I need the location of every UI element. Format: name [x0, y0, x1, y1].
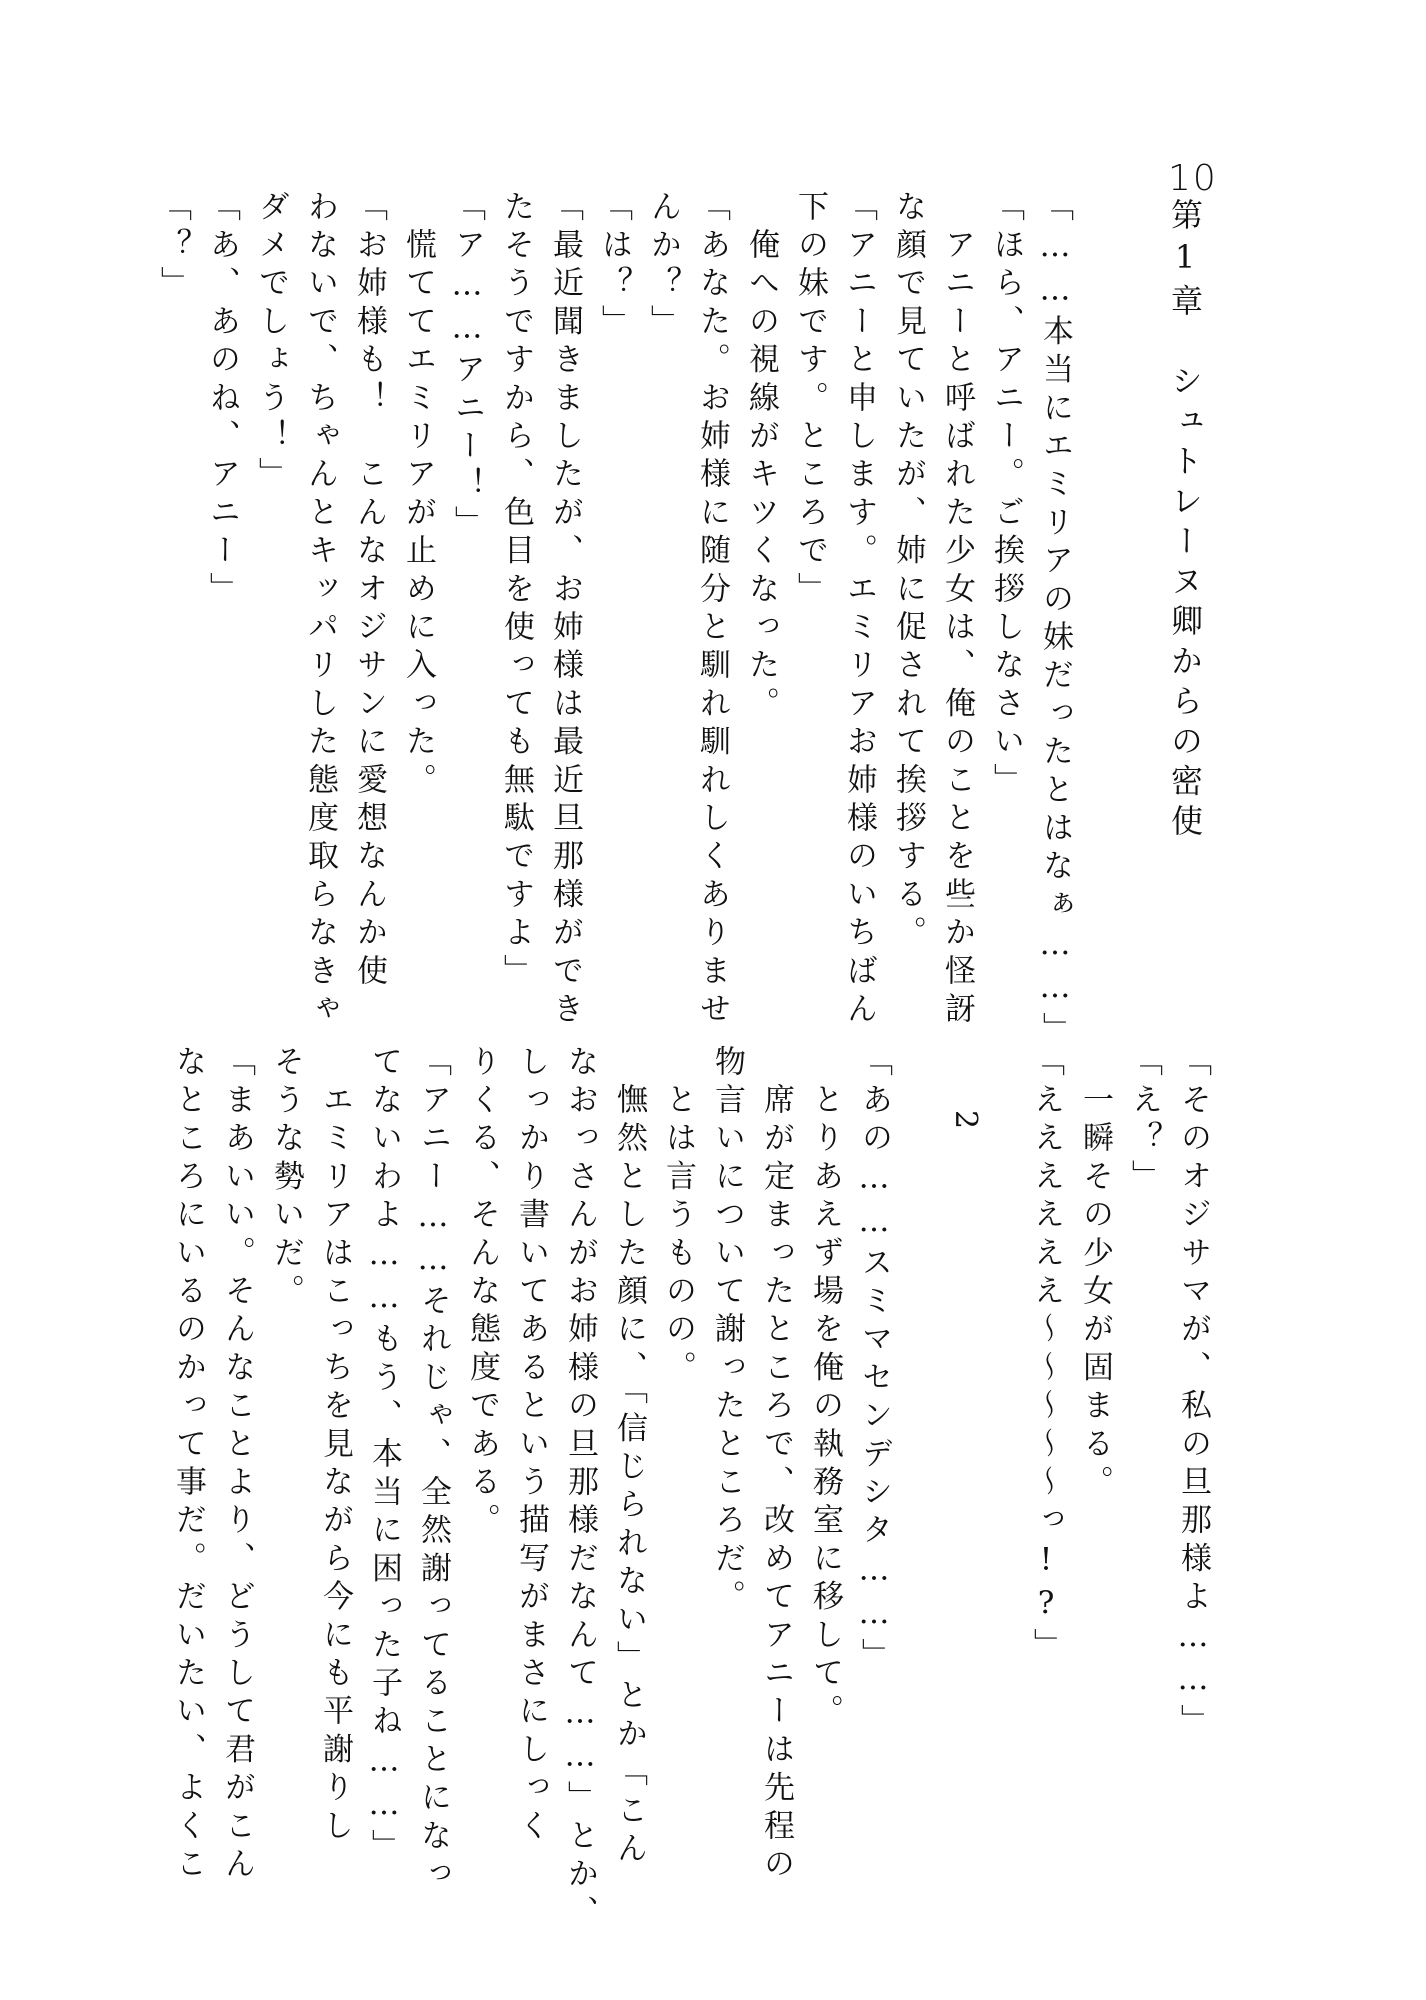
chapter-heading: 第1章 シュトレーヌ卿からの密使 [1166, 198, 1204, 844]
text-column: ダメでしょう！」 [253, 190, 289, 496]
text-column: エミリアはこっちを見ながら今にも平謝りし [317, 1045, 353, 1848]
text-column: とは言うものの。 [660, 1045, 696, 1389]
page-number: 10 [1168, 158, 1218, 199]
text-column: 「あ、あのね、アニー」 [204, 190, 240, 611]
text-column: 「？」 [155, 190, 191, 305]
text-column: な顔で見ていたが、姉に促されて挨拶する。 [890, 190, 926, 954]
text-column: 「ほら、アニー。ご挨拶しなさい」 [988, 190, 1024, 802]
top-text-block [0, 190, 1426, 1051]
text-column: たそうですから、色目を使っても無駄ですよ」 [498, 190, 534, 993]
text-column: 物言いについて謝ったところだ。 [709, 1045, 745, 1618]
text-column: 「お姉様も！ こんなオジサンに愛想なんか使 [351, 190, 387, 993]
text-column: なおっさんがお姉様の旦那様だなんて……」とか、 [562, 1045, 598, 1934]
text-column: アニーと呼ばれた少女は、俺のことを些か怪訝 [939, 190, 975, 1031]
bottom-text-block [0, 1045, 1426, 1934]
text-column: 席が定まったところで、改めてアニーは先程の [758, 1045, 794, 1886]
text-column: しっかり書いてあるという描写がまさにしっく [513, 1045, 549, 1848]
text-column: 俺への視線がキツくなった。 [743, 190, 779, 725]
text-column: 憮然とした顔に、「信じられない」とか「こん [611, 1045, 647, 1870]
text-column: そうな勢いだ。 [268, 1045, 304, 1313]
text-column: 「え？」 [1126, 1045, 1162, 1198]
text-column: 「あなた。お姉様に随分と馴れ馴れしくありませ [694, 190, 730, 1031]
text-column: 「ええええええ～～～～～っ!?」 [1028, 1045, 1064, 1667]
text-column: 「あの……スミマセンデシタ……」 [856, 1045, 892, 1677]
text-column: 「ア……アニー！」 [449, 190, 485, 544]
section-number: 2 [948, 1110, 983, 1130]
text-column: 一瞬その少女が固まる。 [1077, 1045, 1113, 1504]
text-column: 慌ててエミリアが止めに入った。 [400, 190, 436, 802]
text-column: わないで、ちゃんとキッパリした態度取らなきゃ [302, 190, 338, 1031]
text-column: 「まあいい。そんなことより、どうして君がこん [219, 1045, 255, 1886]
text-column: んか？」 [645, 190, 681, 343]
text-column: 「そのオジサマが、私の旦那様よ……」 [1175, 1045, 1211, 1743]
text-column: 下の妹です。ところで」 [792, 190, 828, 611]
text-column: 「アニーと申します。エミリアお姉様のいちばん [841, 190, 877, 1031]
text-column: とりあえず場を俺の執務室に移して。 [807, 1045, 843, 1733]
text-column: 「アニー……それじゃ、全然謝ってることになっ [415, 1045, 451, 1896]
text-column: 「は？」 [596, 190, 632, 343]
text-column: 「最近聞きましたが、お姉様は最近旦那様ができ [547, 190, 583, 1031]
text-column: てないわよ……もう、本当に困った子ね……」 [366, 1045, 402, 1868]
text-column: なところにいるのかって事だ。だいたい、よくこ [170, 1045, 206, 1886]
text-column: 「……本当にエミリアの妹だったとはなぁ……」 [1037, 190, 1073, 1051]
text-column: りくる、そんな態度である。 [464, 1045, 500, 1542]
